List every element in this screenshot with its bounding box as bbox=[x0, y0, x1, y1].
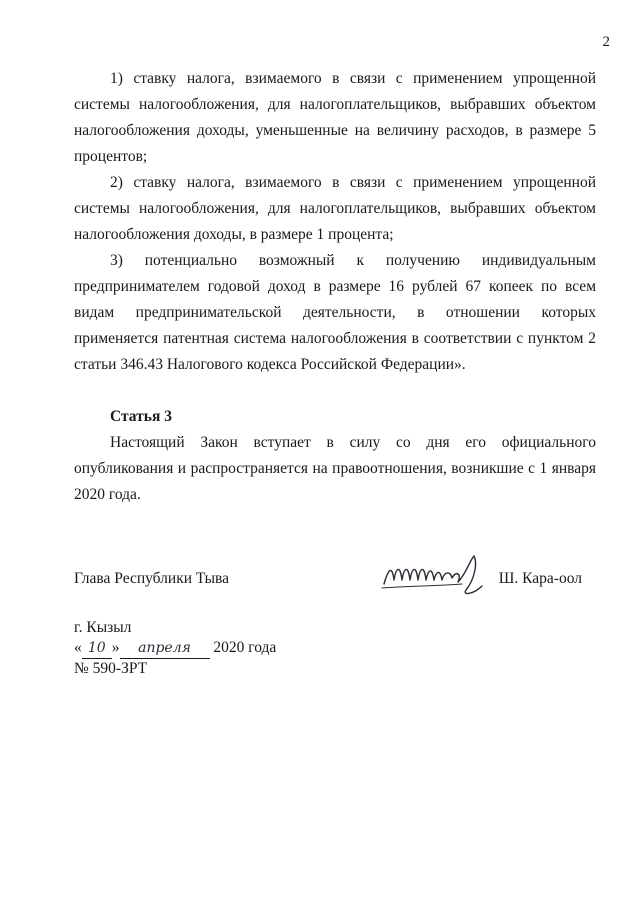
date-month-handwritten: апреля bbox=[120, 640, 210, 659]
page-number: 2 bbox=[602, 34, 610, 50]
law-number: № 590-ЗРТ bbox=[74, 660, 148, 677]
document-footer bbox=[74, 618, 374, 679]
article-heading: Статья 3 bbox=[110, 408, 172, 425]
date-close-quote: » bbox=[111, 639, 120, 656]
signatory-title: Глава Республики Тыва bbox=[74, 570, 230, 587]
signing-date bbox=[74, 638, 374, 659]
date-open-quote: « bbox=[74, 639, 82, 656]
list-item-2: 2) ставку налога, взимаемого в связи с применением упрощенной системы налогообложения, для налогоплательщиков, выбравших объектом налогообложения доходы, в размере 1 процента; bbox=[74, 174, 596, 243]
list-item-3: 3) потенциально возможный к получению индивидуальным предпринимателем годовой доход в размере 16 рублей 67 копеек по всем видам предпринимательской деятельности, в отношении которых применяется патентная система налогообложения в соответствии с пунктом 2 статьи 346.43 Налогового кодекса Российской Федерации». bbox=[74, 252, 596, 373]
city: г. Кызыл bbox=[74, 619, 132, 636]
signature-block bbox=[74, 568, 596, 602]
list-item-1: 1) ставку налога, взимаемого в связи с применением упрощенной системы налогообложения, для налогоплательщиков, выбравших объектом налогообложения доходы, уменьшенные на величину расходов, в размере 5 процентов; bbox=[74, 70, 596, 165]
handwritten-signature bbox=[378, 550, 498, 600]
article-text: Настоящий Закон вступает в силу со дня его официального опубликования и распространяется на правоотношения, возникшие с 1 января 2020 года. bbox=[74, 434, 596, 503]
document-body bbox=[74, 66, 596, 508]
signatory-name: Ш. Кара-оол bbox=[498, 570, 582, 587]
date-day-handwritten: 10 bbox=[82, 640, 112, 659]
date-year: 2020 года bbox=[213, 639, 277, 656]
